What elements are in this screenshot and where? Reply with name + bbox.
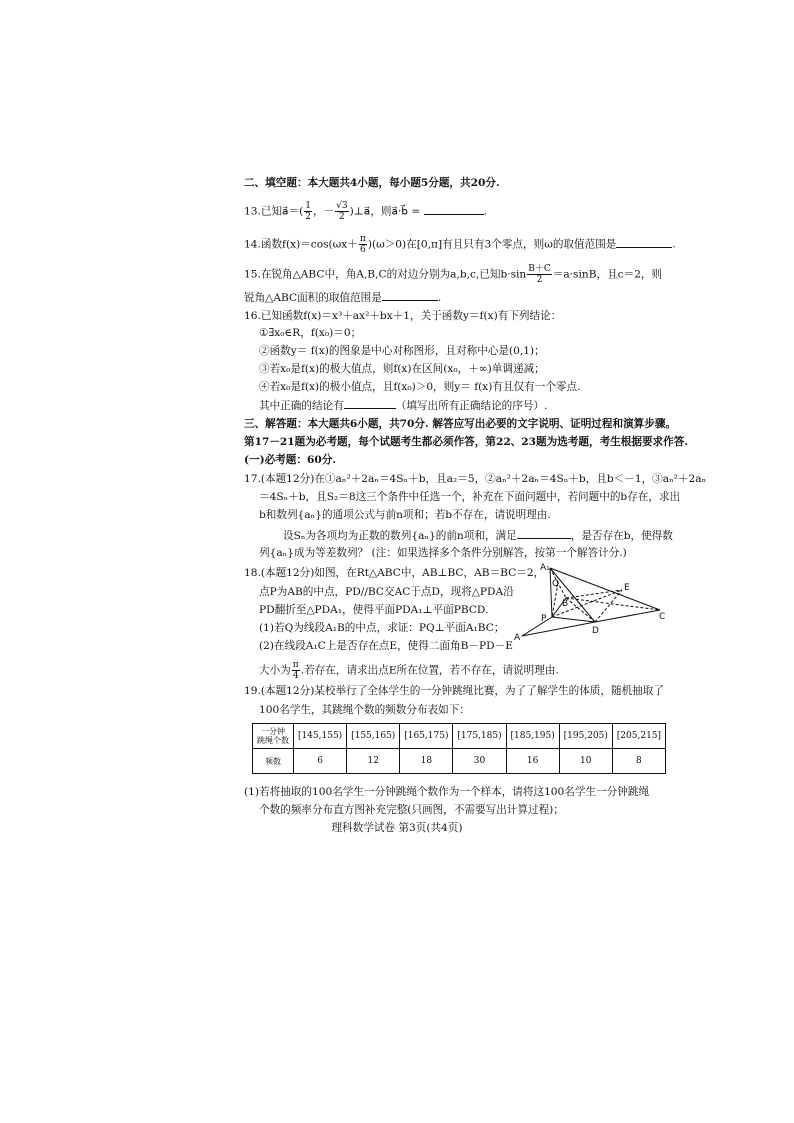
q16-option-2: ②函数y＝ f(x)的图象是中心对称图形，且对称中心是(0,1)； (259, 345, 545, 357)
question-19-line2: 100名学生，其跳绳个数的频数分布表如下： (259, 704, 470, 716)
question-13: 13.已知a⃗＝( $\frac{1}{2}$ ，－ $\frac{√3}{2}$ )⊥a⃗，则a⃗·b⃗ = . (244, 201, 488, 222)
q17-answer-blank[interactable] (517, 528, 571, 539)
q13-frac-2: $\frac{√3}{2}$ (336, 201, 348, 222)
q14-frac: $\frac{\pi}{6}$ (359, 234, 366, 255)
question-17-line3: b和数列{aₙ}的通项公式与前n项和；若b不存在，请说明理由. (259, 509, 551, 521)
q13-prefix: 13.已知 (244, 205, 283, 218)
section3-line2: 第17－21题为必考题，每个试题考生都必须作答，第22、23题为选考题，考生根据要求作答. (244, 436, 689, 448)
table-cell: 8 (612, 749, 665, 774)
question-17-line4: 设Sₙ为各项均为正数的数列{aₙ}的前n项和，满足 ，是否存在b，使得数 (283, 530, 673, 542)
table-header-cell: 频数 (253, 749, 294, 774)
q16-ending: 其中正确的结论有 （填写出所有正确结论的序号）. (259, 400, 548, 412)
table-row (253, 724, 666, 749)
table-cell: [155,165) (347, 724, 400, 749)
section3-line3: (一)必考题：60分. (244, 454, 337, 466)
label-a1: A₁ (540, 563, 550, 573)
label-e: E (624, 583, 630, 593)
table-cell: [185,195) (506, 724, 559, 749)
q15-answer-blank[interactable] (382, 290, 438, 301)
table-cell: 16 (506, 749, 559, 774)
edge-a1p (550, 568, 552, 617)
q15-frac: $\frac{B+C}{2}$ (528, 264, 551, 285)
edge-dc (595, 610, 660, 622)
question-18-line2: 点P为AB的中点，PD//BC交AC于点D，现将△PDA沿 (259, 586, 514, 598)
question-18-line1: 18.(本题12分)如图，在Rt△ABC中，AB⊥BC，AB＝BC＝2， (244, 567, 545, 579)
table-cell: [205,215] (612, 724, 665, 749)
table-cell: [145,155) (294, 724, 347, 749)
question-15-line2: 锐角△ABC面积的取值范围是 . (244, 292, 442, 304)
question-17-line5: 列{aₙ}成为等差数列？ (注：如果选择多个条件分别解答，按第一个解答计分.) (259, 547, 627, 559)
question-19-part1-line2: 个数的频率分布直方图补充完整(只画图，不需要写出计算过程)； (259, 804, 564, 816)
question-18-line3: PD翻折至△PDA₁，使得平面PDA₁⊥平面PBCD. (259, 604, 489, 616)
question-18-line4: (1)若Q为线段A₁B的中点，求证：PQ⊥平面A₁BC； (259, 622, 505, 634)
question-19-line1: 19.(本题12分)某校举行了全体学生的一分钟跳绳比赛，为了了解学生的体质，随机抽取了 (244, 685, 664, 697)
frequency-table (252, 723, 666, 774)
table-cell: 30 (453, 749, 506, 774)
table-cell: [175,185) (453, 724, 506, 749)
table-cell: [165,175) (400, 724, 453, 749)
table-cell: [195,205) (559, 724, 612, 749)
edge-pd (552, 617, 595, 622)
question-18-line6: 大小为 $\frac{\pi}{4}$ .若存在，请求出点E所在位置，若不存在，请说明理由. (259, 660, 559, 681)
table-cell: 18 (400, 749, 453, 774)
q14-answer-blank[interactable] (616, 237, 672, 248)
label-p: P (541, 614, 547, 624)
q13-frac-1: $\frac{1}{2}$ (305, 201, 311, 222)
label-b: B (562, 599, 569, 609)
question-14: 14.函数f(x)＝cos(ωx＋ $\frac{\pi}{6}$ )(ω＞0)在[0,π]有且只有3个零点，则ω的取值范围是 . (244, 234, 676, 255)
label-c: C (659, 612, 666, 622)
table-row (253, 749, 666, 774)
table-header-cell: 一分钟 跳绳个数 (253, 724, 294, 749)
table-cell: 10 (559, 749, 612, 774)
q16-option-4: ④若x₀是f(x)的极小值点，且f(x₀)＞0，则y＝ f(x)有且仅有一个零点. (259, 381, 581, 393)
label-q: Q (552, 579, 560, 589)
q16-answer-blank[interactable] (344, 398, 396, 409)
question-15-line1: 15.在锐角△ABC中，角A,B,C的对边分别为a,b,c,已知b·sin $\frac{B+C}{2}$ ＝a·sinB，且c＝2，则 (244, 264, 663, 285)
q13-answer-blank[interactable] (424, 204, 484, 215)
section3-heading: 三、解答题：本大题共6小题，共70分. 解答应写出必要的文字说明、证明过程和演算步骤。 (244, 418, 677, 430)
question-18-line5: (2)在线段A₁C上是否存在点E，使得二面角B－PD－E (259, 640, 513, 652)
question-17-line2: ＝4Sₙ＋b，且S₂＝8这三个条件中任选一个，补充在下面问题中，若问题中的b存在，求出 (259, 491, 681, 503)
question-17-line1: 17.(本题12分)在①aₙ²＋2aₙ＝4Sₙ＋b，且a₂＝5，②aₙ²＋2aₙ＝4Sₙ＋b，且b＜－1，③aₙ²＋2aₙ (244, 473, 707, 485)
section2-heading: 二、填空题：本大题共4小题，每小题5分题，共20分. (244, 177, 500, 189)
label-d: D (592, 626, 599, 636)
question-16-line1: 16.已知函数f(x)＝x³＋ax²＋bx＋1，关于函数y＝f(x)有下列结论： (244, 310, 562, 322)
q16-option-1: ①∃x₀∈R，f(x₀)＝0； (259, 327, 362, 339)
page-footer: 理科数学试卷 第3页(共4页) (331, 822, 463, 834)
q18-frac: $\frac{\pi}{4}$ (292, 660, 299, 681)
table-cell: 6 (294, 749, 347, 774)
q16-option-3: ③若x₀是f(x)的极大值点，则f(x)在区间(x₀，＋∞)单调递减； (259, 363, 545, 375)
question-19-part1-line1: (1)若将抽取的100名学生一分钟跳绳个数作为一个样本，请将这100名学生一分钟跳绳 (244, 786, 650, 798)
label-a: A (514, 633, 521, 643)
table-cell: 12 (347, 749, 400, 774)
q18-geometry-figure (512, 560, 672, 650)
